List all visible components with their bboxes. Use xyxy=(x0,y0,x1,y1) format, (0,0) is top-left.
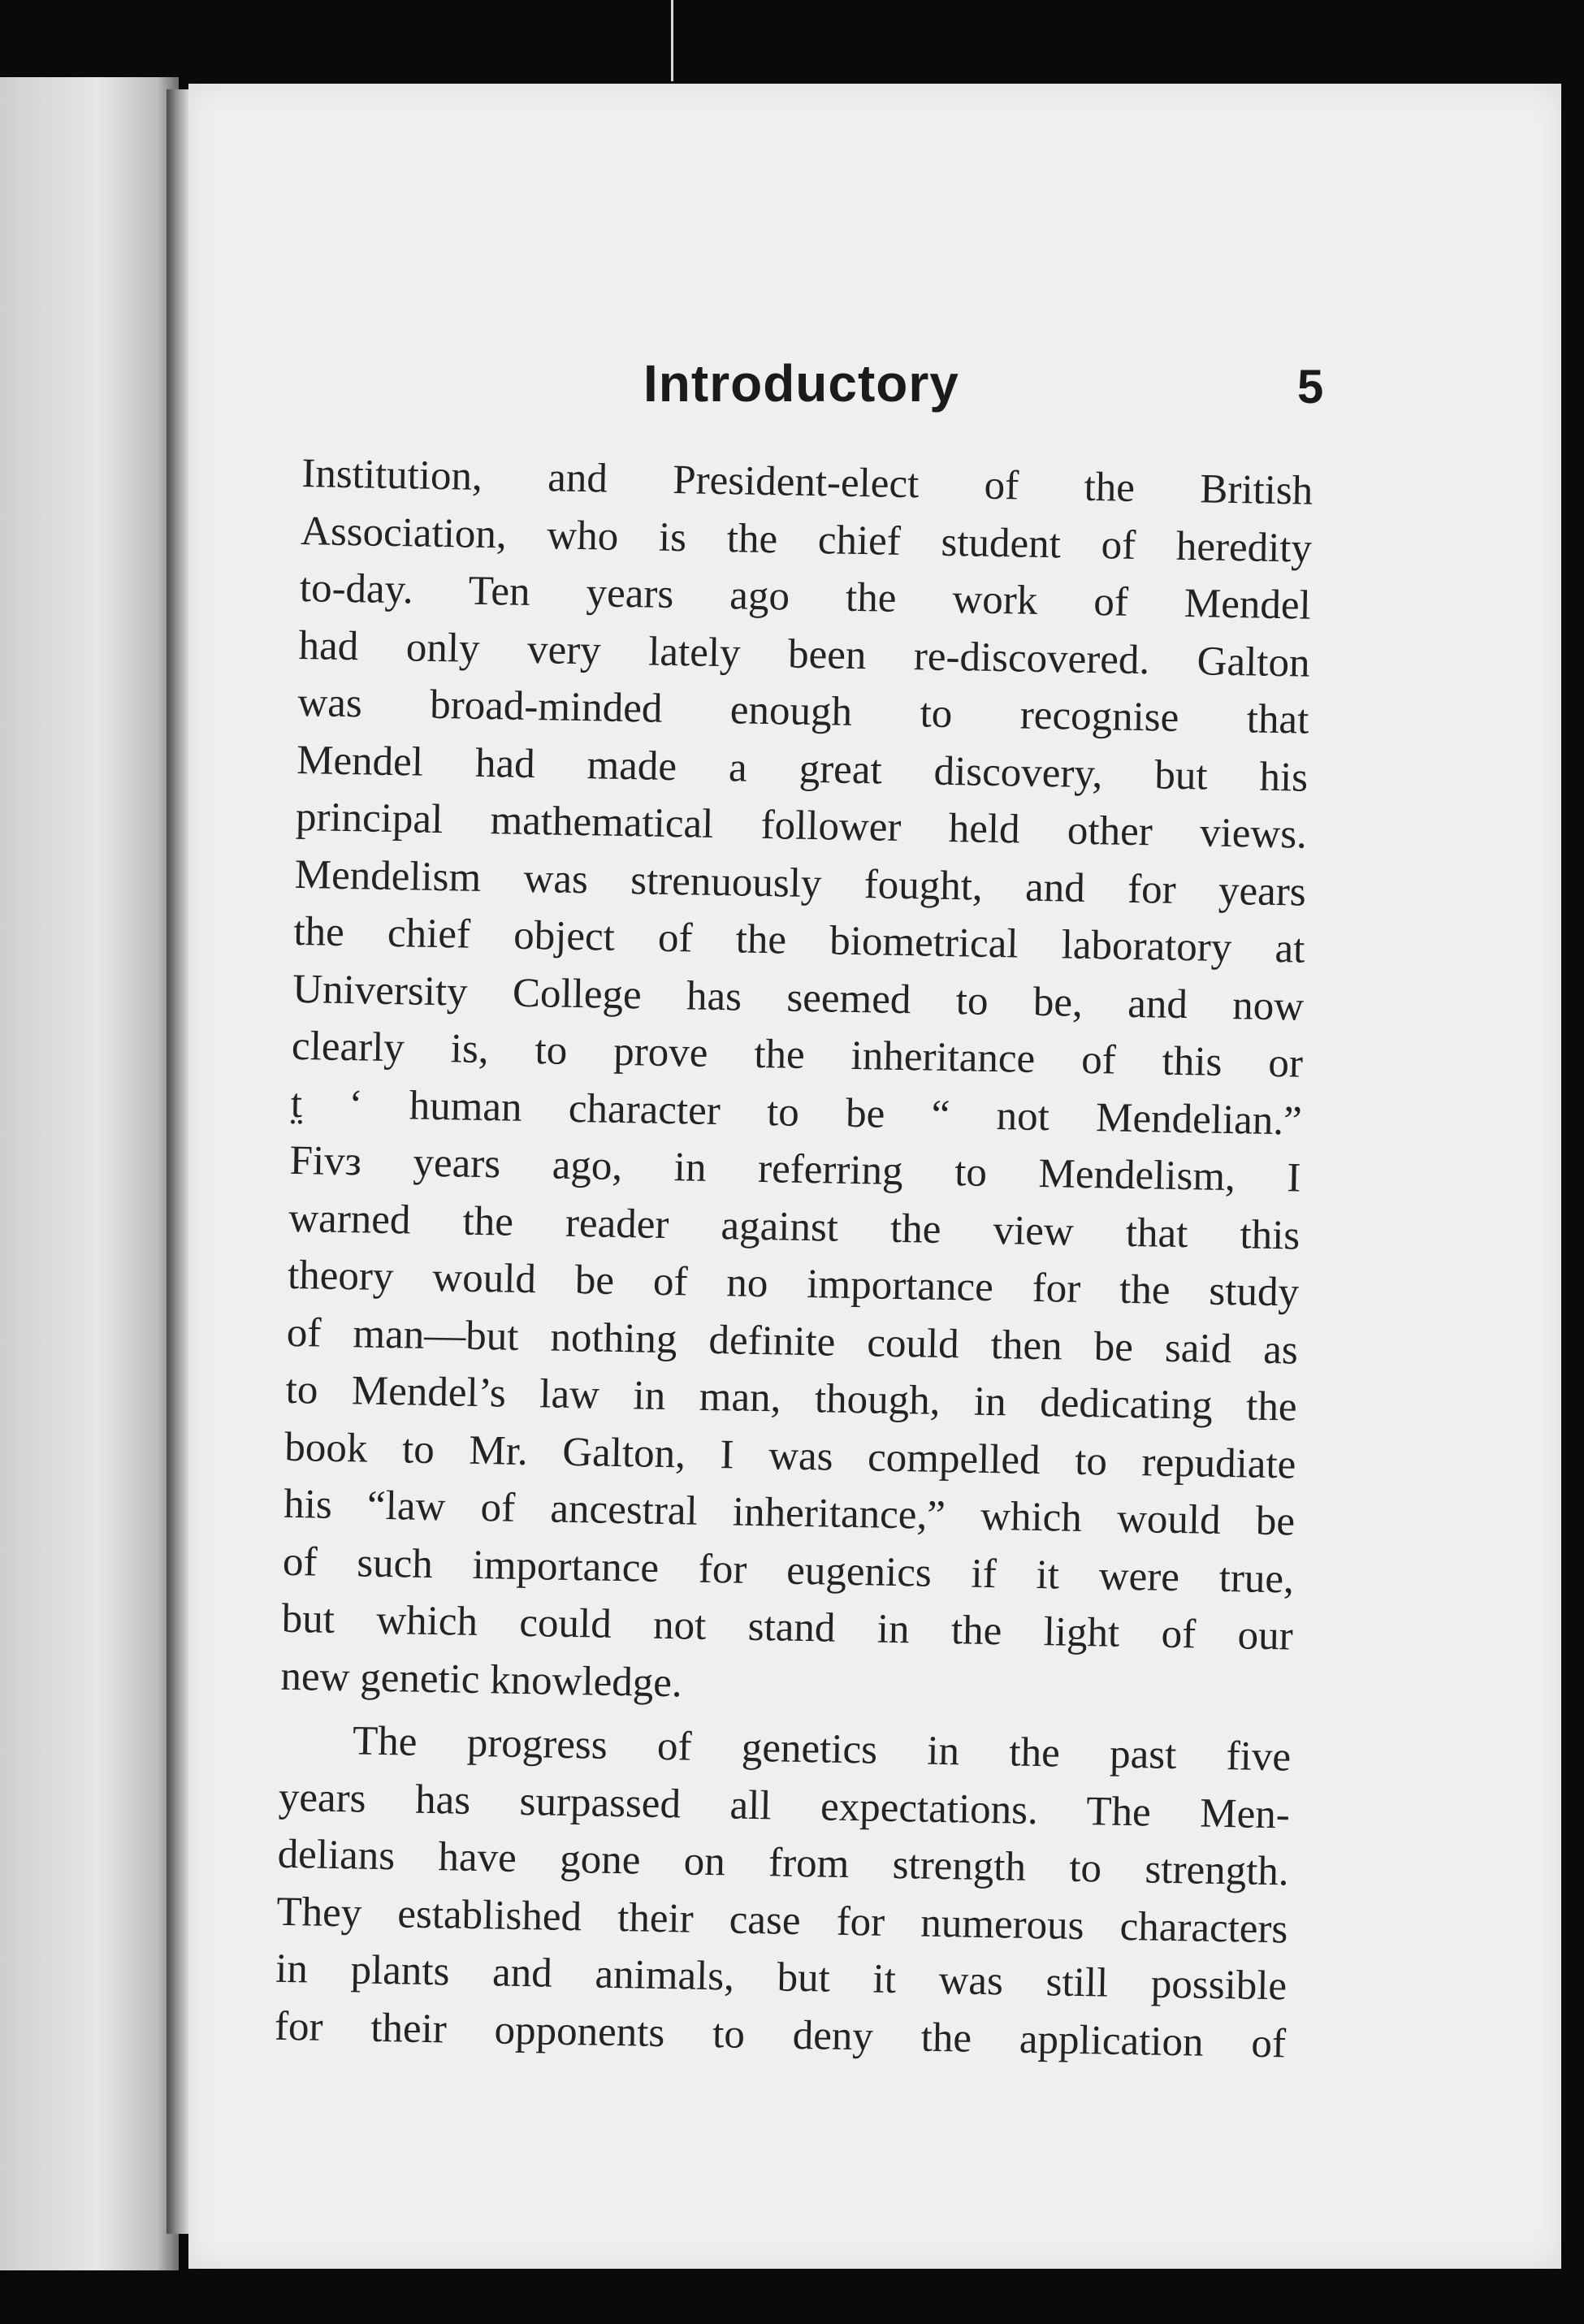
text-line: of such importance for eugenics if it were true, xyxy=(282,1539,1295,1603)
text-line: delians have gone on from strength to strength. xyxy=(277,1831,1290,1895)
text-line: Fiᴠз years ago, in referring to Mendelism, I xyxy=(289,1137,1301,1201)
text-line: warned the reader against the view that this xyxy=(288,1195,1301,1259)
text-line: to-day. Ten years ago the work of Mendel xyxy=(299,565,1312,629)
text-line: to Mendel’s law in man, though, in dedicating the xyxy=(285,1366,1298,1430)
scan-artifact-line xyxy=(671,0,673,81)
text-line: in plants and animals, but it was still possible xyxy=(275,1945,1288,2010)
text-line: had only very lately been re-discovered. Galton xyxy=(298,622,1310,686)
text-line: his “law of ancestral inheritance,” which would be xyxy=(283,1481,1296,1545)
book-page xyxy=(188,84,1561,2269)
text-line: t̤ ʻ human character to be “ not Mendelian.” xyxy=(290,1080,1303,1145)
text-line: Mendel had made a great discovery, but his xyxy=(296,737,1309,801)
running-head xyxy=(188,353,1561,426)
text-line: of man—but nothing definite could then be said as xyxy=(286,1309,1299,1374)
text-line: principal mathematical follower held other views. xyxy=(295,794,1308,858)
chapter-title: Introductory xyxy=(643,354,959,413)
text-line: The progress of genetics in the past five xyxy=(352,1718,1292,1781)
text-line: but which could not stand in the light of our xyxy=(281,1595,1294,1660)
text-line: University College has seemed to be, and now xyxy=(292,966,1305,1030)
text-line: the chief object of the biometrical laboratory at xyxy=(293,908,1305,972)
page-number: 5 xyxy=(1297,361,1324,413)
text-line: for their opponents to deny the application of xyxy=(274,2003,1287,2066)
text-line: years has surpassed all expectations. The Men- xyxy=(278,1774,1291,1837)
text-line: book to Mr. Galton, I was compelled to repudiate xyxy=(283,1424,1296,1488)
text-line: was broad-minded enough to recognise that xyxy=(296,679,1309,743)
text-line: Institution, and President-elect of the British xyxy=(301,450,1314,514)
text-line: theory would be of no importance for the study xyxy=(287,1252,1300,1316)
binding-gutter xyxy=(167,89,189,2234)
text-line: clearly is, to prove the inheritance of this or xyxy=(291,1023,1304,1087)
text-line: Mendelism was strenuously fought, and for years xyxy=(294,851,1307,915)
body-text xyxy=(274,445,1313,2072)
text-line: They established their case for numerous characters xyxy=(276,1889,1288,1952)
text-line: Association, who is the chief student of heredity xyxy=(300,508,1313,572)
text-line: new genetic knowledge. xyxy=(280,1653,683,1706)
facing-page-edge xyxy=(0,77,179,2270)
paragraph-1 xyxy=(280,445,1314,1722)
paragraph-2 xyxy=(274,1712,1291,2073)
